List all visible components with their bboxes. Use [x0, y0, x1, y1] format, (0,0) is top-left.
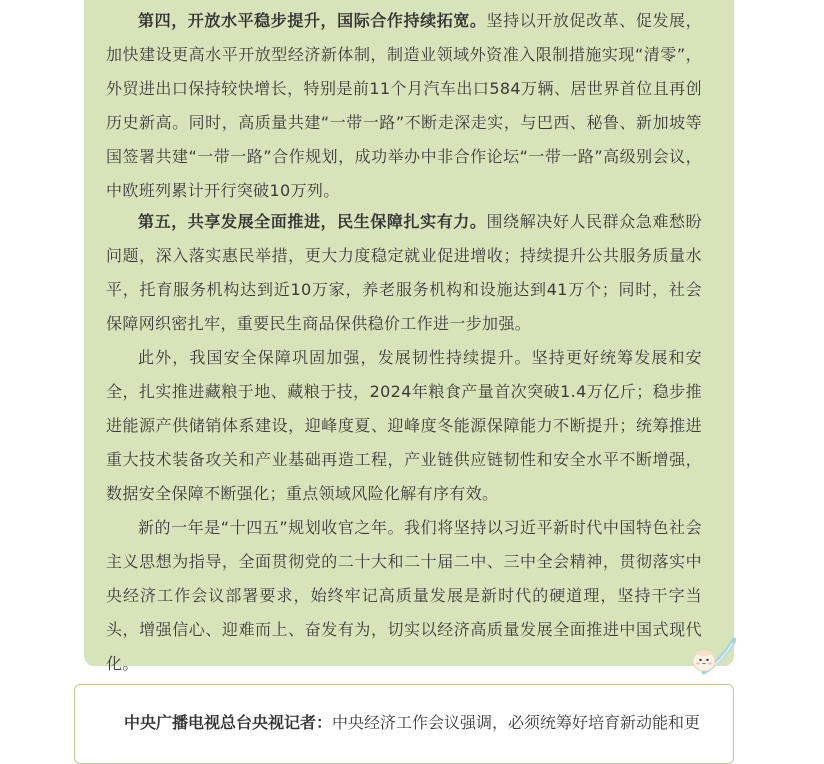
- paragraph-fifth: [106, 205, 702, 341]
- paragraph-new-year: 新的一年是“十四五”规划收官之年。我们将坚持以习近平新时代中国特色社会主义思想为指导，全面贯彻党的二十大和二十届二中、三中全会精神，贯彻落实中央经济工作会议部署要求，始终牢记高质量发展是新时代的硬道理，坚持干字当头，增强信心、迎难而上、奋发有为，切实以经济高质量发展全面推进中国式现代化。: [106, 518, 702, 673]
- paragraph-body: 坚持以开放促改革、促发展，加快建设更高水平开放型经济新体制，制造业领域外资准入限制措施实现“清零”，外贸进出口保持较快增长，特别是前11个月汽车出口584万辆、居世界首位且再创历史新高。同时，高质量共建“一带一路”不断走深走实，与巴西、秘鲁、新加坡等国签署共建“一带一路”合作规划，成功举办中非合作论坛“一带一路”高级别会议，中欧班列累计开行突破10万列。: [106, 11, 702, 200]
- paragraph-fourth: [106, 4, 702, 208]
- qa-speaker: 中央广播电视总台央视记者：: [124, 713, 333, 732]
- paragraph-body: 围绕解决好人民群众急难愁盼问题，深入落实惠民举措，更大力度稳定就业促进增收；持续提升公共服务质量水平，托育服务机构达到近10万家，养老服务机构和设施达到41万个；同时，社会保障网织密扎牢，重要民生商品保供稳价工作进一步加强。: [106, 212, 702, 333]
- paragraph-heading: 第四，开放水平稳步提升，国际合作持续拓宽。: [138, 11, 487, 30]
- qa-question: [106, 706, 726, 740]
- qa-question-text: 中央经济工作会议强调，必须统筹好培育新动能和更: [332, 713, 701, 732]
- mascot-icon: [690, 636, 736, 676]
- paragraph-heading: 第五，共享发展全面推进，民生保障扎实有力。: [138, 212, 487, 231]
- paragraph-security: 此外，我国安全保障巩固加强，发展韧性持续提升。坚持更好统筹发展和安全，扎实推进藏粮于地、藏粮于技，2024年粮食产量首次突破1.4万亿斤；稳步推进能源产供储销体系建设，迎峰度夏、迎峰度冬能源保障能力不断提升；统筹推进重大技术装备攻关和产业基础再造工程，产业链供应链韧性和安全水平不断增强，数据安全保障不断强化；重点领域风险化解有序有效。: [106, 348, 702, 503]
